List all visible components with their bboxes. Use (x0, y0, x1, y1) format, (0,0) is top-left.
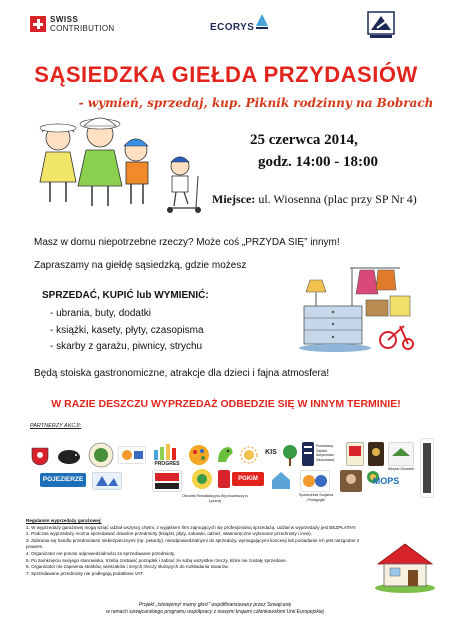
swiss-contribution-logo (50, 15, 115, 33)
rule-item: 4. Organizator nie ponosi odpowiedzialności za sprzedawane przedmioty. (26, 550, 176, 556)
house-partner-logo (270, 470, 292, 490)
list-item: - książki, kasety, płyty, czasopisma (50, 324, 204, 336)
rules-heading: Regulamin wyprzedaży garażowej: (26, 518, 102, 523)
boar-logo (56, 446, 82, 466)
tree-logo (282, 444, 298, 466)
page-subtitle: - wymień, sprzedaj, kup. Piknik rodzinny na Bobrach (78, 96, 434, 110)
question-text: Masz w domu niepotrzebne rzeczy? Może coś „PRZYDA SIĘ” innym! (34, 237, 340, 248)
portrait-logo (340, 470, 362, 492)
zaklad-logo: Powiatowy Zakład Aktywności Zawodowej (316, 444, 335, 462)
place-value: ul. Wiosenna (plac przy SP Nr 4) (258, 192, 417, 206)
children-illustration (28, 110, 218, 216)
progres-logo-icon (152, 444, 182, 460)
coat-of-arms-logo (30, 446, 50, 466)
rain-notice: W RAZIE DESZCZU WYPRZEDAŻ ODBEDZIE SIĘ W INNYM TERMINIE! (51, 398, 401, 410)
pojezierze-logo: POJEZIERZE (42, 476, 84, 483)
mops-logo: MOPS (372, 476, 400, 486)
ecorys-logo: ECORYS (210, 22, 255, 33)
rule-item: 2. Podczas wyprzedaży można sprzedawać dowolne przedmioty (książki, płyty, zabawki, odzież, własnoręczne wykonane przedmioty i inne). (26, 531, 312, 537)
rule-item: 5. Po zamknięciu swojego stanowiska, trzeba zostawić porządek i zabrać ze sobą wszystkie rzeczy, które nie zostały sprzedane. (26, 557, 288, 563)
organization-emblem-icon (366, 10, 396, 40)
list-item: - ubrania, buty, dodatki (50, 308, 151, 319)
list-item: - skarby z garażu, piwnicy, strychu (50, 341, 203, 352)
rule-item: 1. W wyprzedaży garażowej mogą wziąć udział wszyscy chętni, z wyjątkiem firm zajmujących się profesjonalną sprzedażą. Udział w wyprzedaży jest BEZPŁATNY. (26, 524, 357, 530)
project-footer (50, 602, 380, 616)
rule-item: 6. Organizator nie zapewnia stolików, wieszaków i innych rzeczy służących do rozkładania towarów. (26, 564, 229, 570)
partner-logo-1 (118, 446, 146, 464)
dark-logo (368, 442, 384, 466)
footer-line2: w ramach szwajcarskiego programu współpracy z nowymi krajami członkowskimi Unii Europejskiej (106, 609, 324, 615)
kis-logo: KIS (265, 449, 277, 456)
invite-text: Zapraszamy na giełdę sąsiedzką, gdzie możesz (34, 260, 247, 271)
wiejski-logo-icon (388, 442, 414, 466)
progres-logo: PROGRES (154, 461, 180, 467)
sun-logo (240, 446, 258, 464)
ecorys-mark-icon (256, 14, 268, 30)
small-red-logo (218, 470, 230, 488)
swiss-cross-icon (30, 16, 46, 32)
swiss-line1: SWISS (50, 15, 79, 24)
swiss-line2: CONTRIBUTION (50, 24, 115, 33)
pgkim-logo: PGKiM (238, 476, 258, 482)
osrodek-logo-icon (190, 468, 214, 490)
wiejski-logo: Wiejski Ośrodek (388, 467, 414, 471)
rule-item: 3. Zabrania się handlu przedmiotami niebezpiecznymi (np. petardy), nieodpowiedzialnymi do sprzedaży, wymagającymi koncesji lub posiadanie ich jest niezgodne z prawem. (26, 537, 360, 550)
partners-label: PARTNERZY AKCJI: (30, 423, 82, 429)
klub-logo (152, 470, 182, 492)
vertical-partner-logo (420, 438, 434, 498)
parrot-logo (214, 444, 236, 466)
rule-item: 7. Sprzedawane przedmioty nie podlegają podatkowi VAT. (26, 570, 144, 576)
garage-sale-illustration (290, 260, 420, 354)
sell-heading: SPRZEDAĆ, KUPIĆ lub WYMIENIĆ: (42, 290, 209, 301)
partner-logo-2 (92, 472, 122, 490)
house-illustration (372, 538, 438, 594)
page-title: SĄSIEDZKA GIEŁDA PRZYDASIÓW (34, 62, 418, 87)
palette-logo (188, 444, 210, 466)
spoldzielnia-logo: Spółdzielnia Socjalna „Pedagogik” (298, 493, 334, 502)
footer-line1: Projekt „Istniejemy! mamy głos!” współfinansowany przez Szwajcarię (138, 602, 292, 608)
items-list (50, 306, 204, 356)
place-label: Miejsce: (212, 192, 256, 206)
zaklad-logo-icon (302, 442, 314, 466)
food-text: Będą stoiska gastronomiczne, atrakcje dla dzieci i fajna atmosfera! (34, 368, 330, 379)
book-logo (346, 442, 364, 466)
round-emblem-logo (88, 442, 114, 468)
event-date: 25 czerwca 2014, (250, 132, 358, 148)
spoldzielnia-logo-icon (300, 470, 330, 492)
rules-section (26, 518, 366, 577)
osrodek-logo: Ośrodek Rewalidacyjno-Wychowawczy w Łęcznej (181, 494, 249, 503)
event-place (212, 192, 417, 207)
event-time: godz. 14:00 - 18:00 (258, 154, 378, 170)
